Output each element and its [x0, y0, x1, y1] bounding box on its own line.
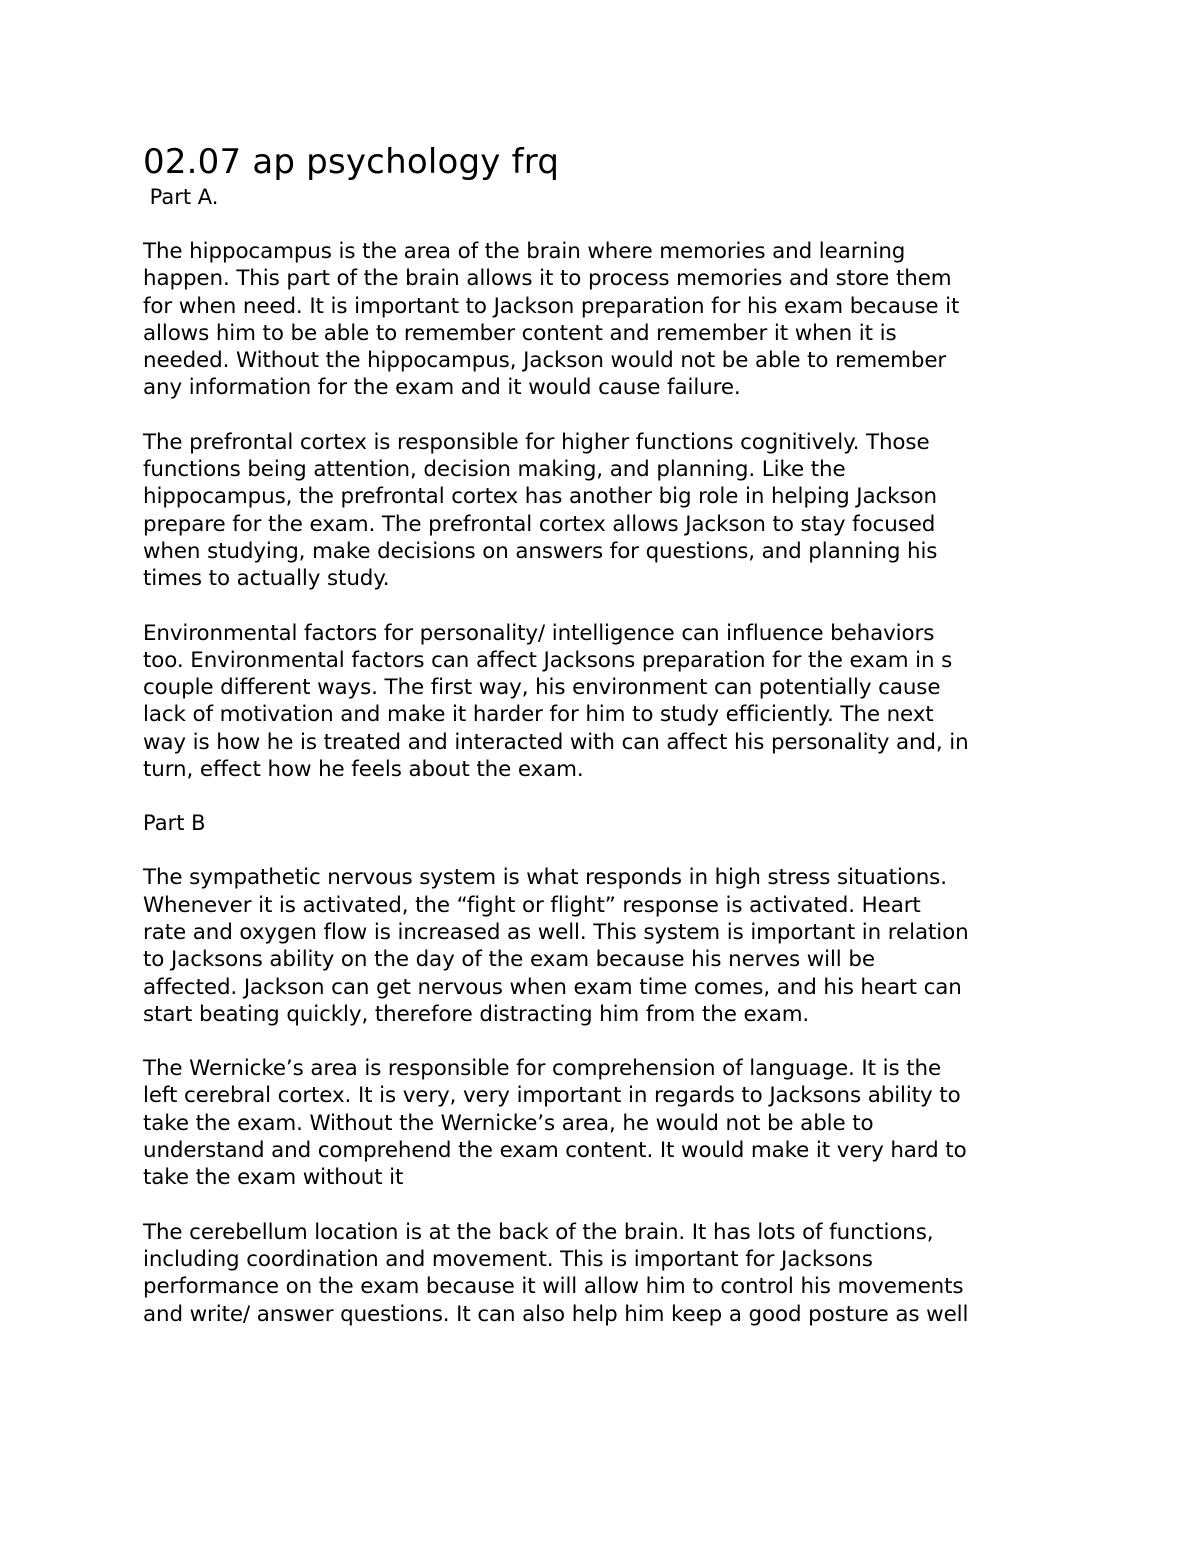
paragraph-prefrontal-cortex: The prefrontal cortex is responsible for higher functions cognitively. Those functions being attention, decision making, and planning. Like the hippocampus, the prefrontal cortex has another big role in helping Jackson prepare for the exam. The prefrontal cortex allows Jackson to stay focused when studying, make decisions on answers for questions, and planning his times to actually study. [143, 429, 938, 592]
paragraph-hippocampus: The hippocampus is the area of the brain where memories and learning happen. This part of the brain allows it to process memories and store them for when need. It is important to Jackson preparation for his exam because it allows him to be able to remember content and remember it when it is needed. Without the hippocampus, Jackson would not be able to remember any information for the exam and it would cause failure. [143, 239, 960, 401]
paragraph-cerebellum: The cerebellum location is at the back of the brain. It has lots of functions, including coordination and movement. This is important for Jacksons performance on the exam because it will allow him to control his movements and write/ answer questions. It can also help him keep a good posture as well [143, 1219, 969, 1327]
part-b-heading: Part B [143, 811, 206, 836]
paragraph-sympathetic-nervous-system: The sympathetic nervous system is what responds in high stress situations. Whenever it is activated, the “fight or flight” response is activated. Heart rate and oxygen flow is increased as well. This system is important in relation to Jacksons ability on the day of the exam because his nerves will be affected. Jackson can get nervous when exam time comes, and his heart can start beating quickly, therefore distracting him from the exam. [143, 865, 969, 1027]
paragraph-wernickes-area: The Wernicke’s area is responsible for comprehension of language. It is the left cerebral cortex. It is very, very important in regards to Jacksons ability to take the exam. Without the Wernicke’s area, he would not be able to understand and comprehend the exam content. It would make it very hard to take the exam without it [143, 1056, 967, 1191]
part-a-heading: Part A. [143, 185, 219, 209]
document-body [143, 140, 1068, 1328]
paragraph-environmental-factors: Environmental factors for personality/ intelligence can influence behaviors too. Environmental factors can affect Jacksons preparation for the exam in s couple different ways. The first way, his environment can potentially cause lack of motivation and make it harder for him to study efficiently. The next way is how he is treated and interacted with can affect his personality and, in turn, effect how he feels about the exam. [143, 620, 969, 783]
document-title: 02.07 ap psychology frq [143, 142, 560, 182]
